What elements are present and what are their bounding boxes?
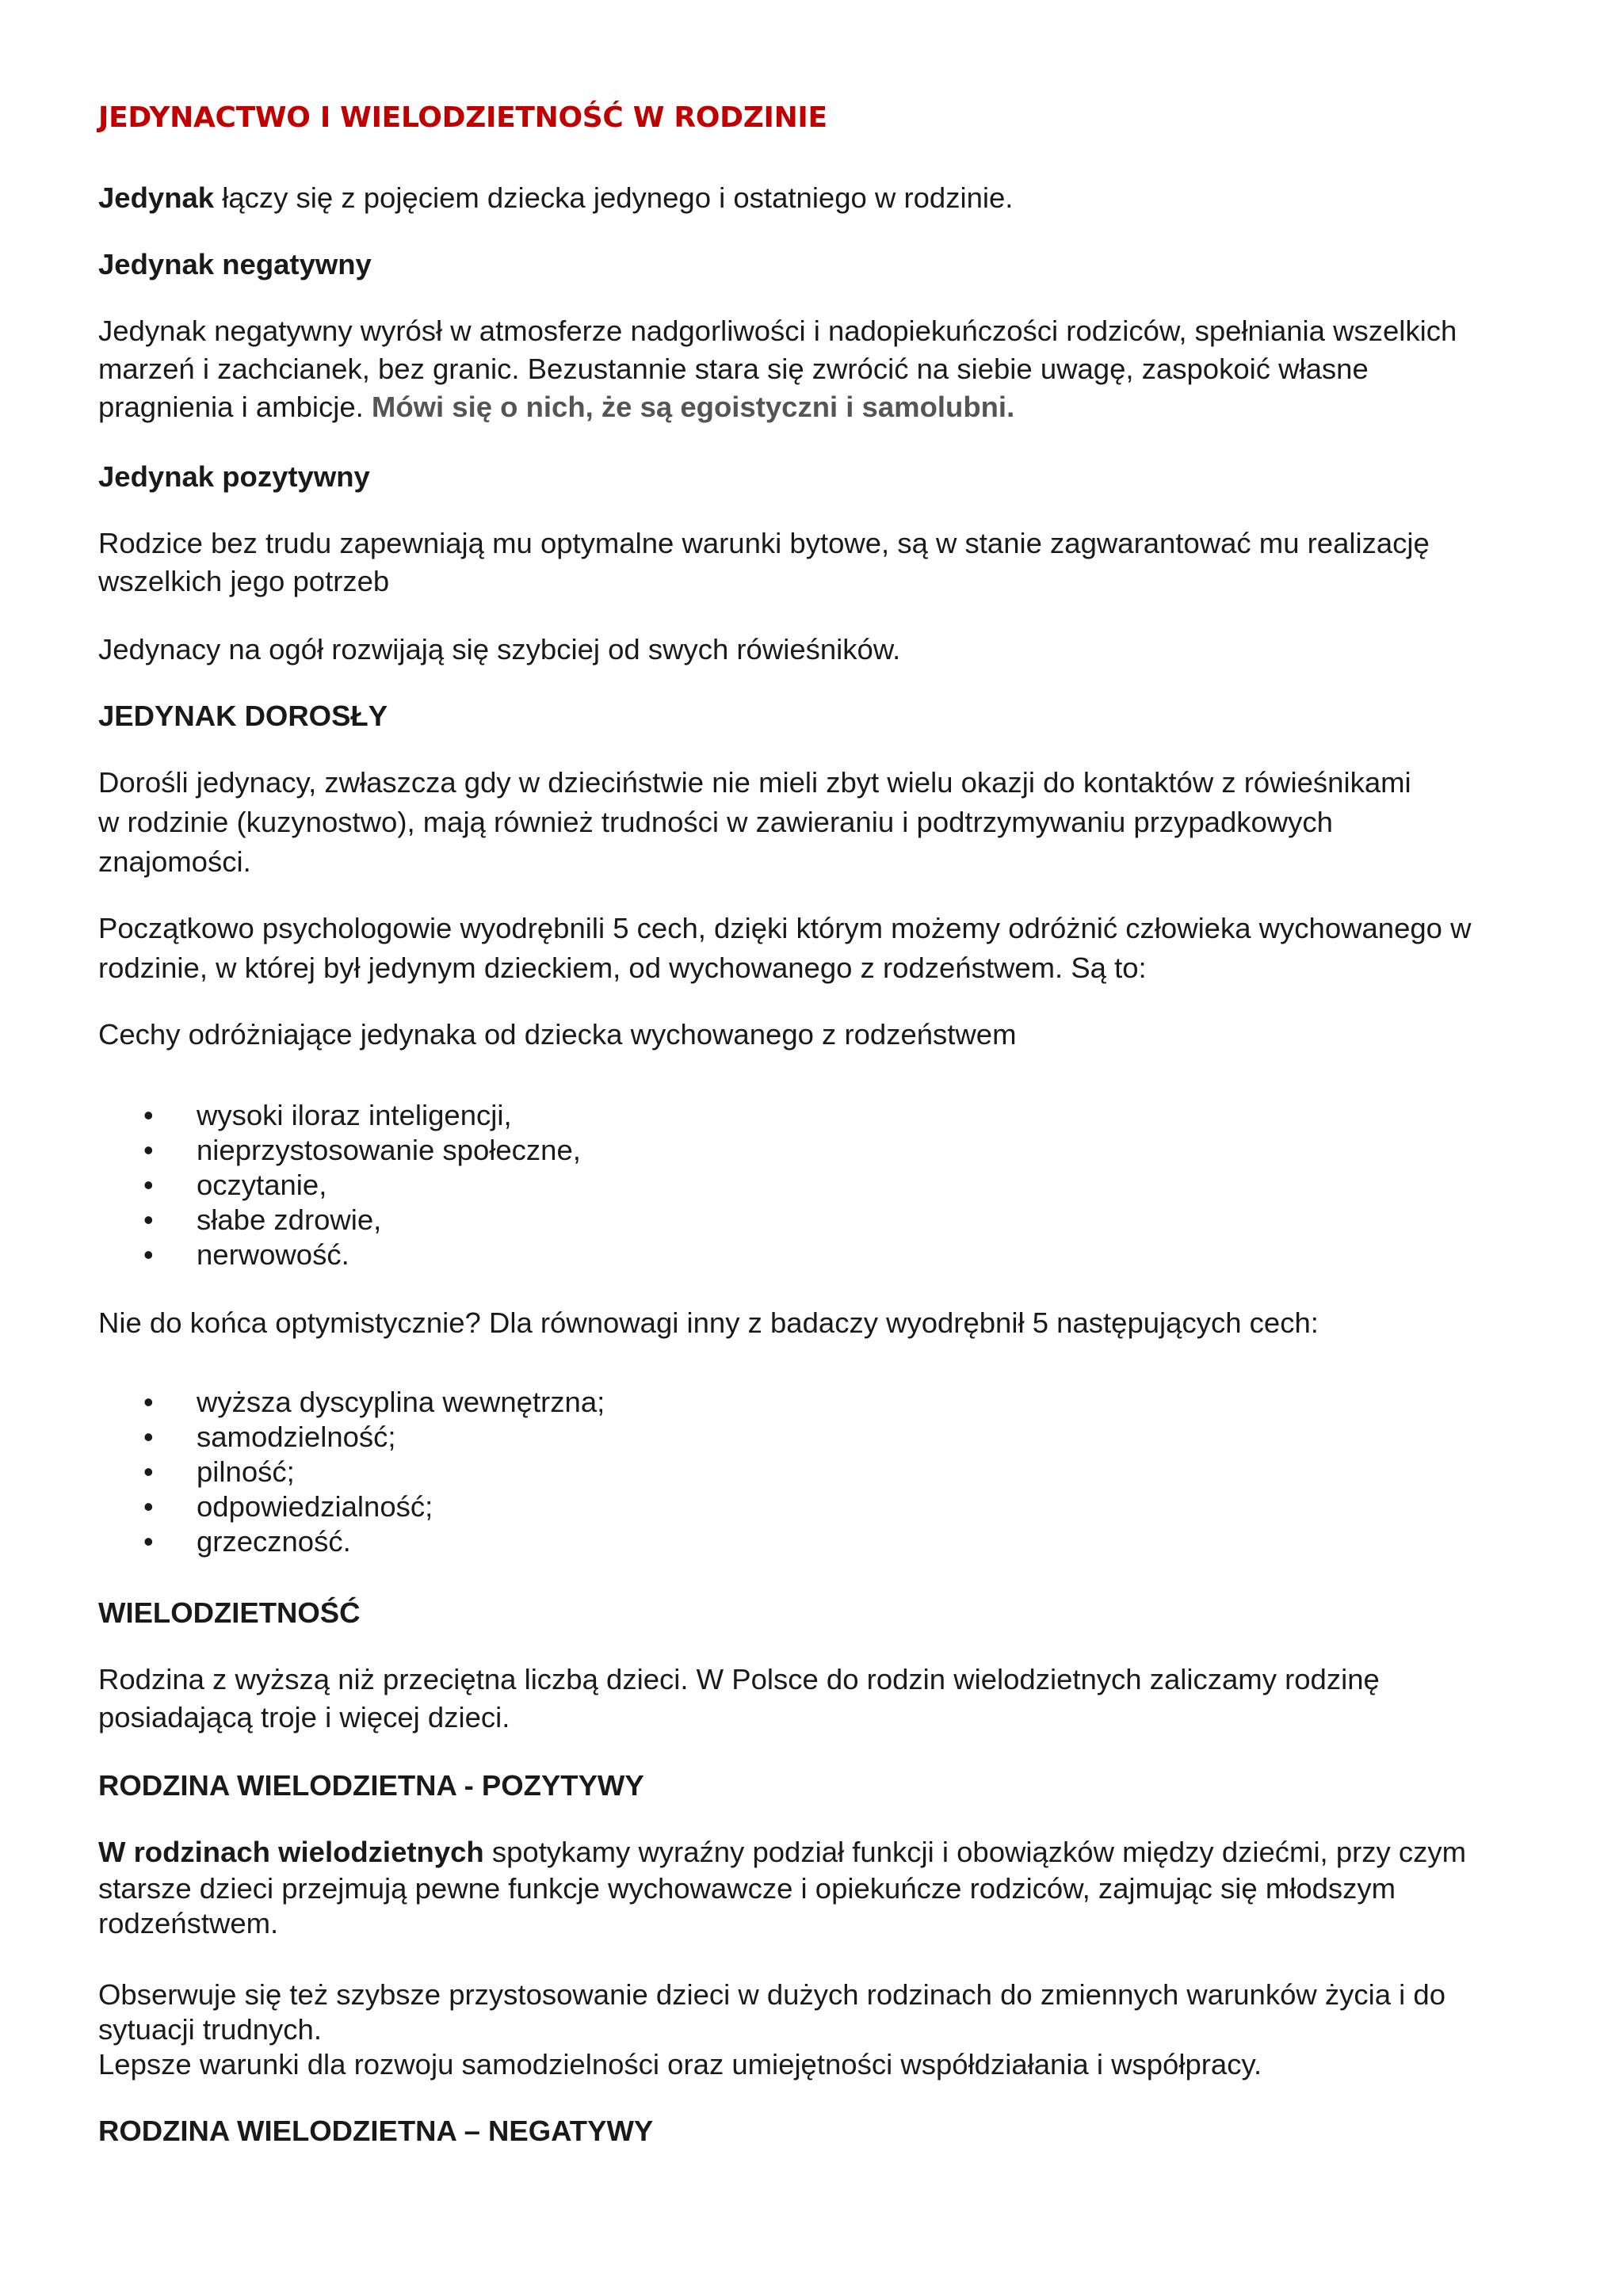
negative-line-1: Jedynak negatywny wyrósł w atmosferze nadgorliwości i nadopiekuńczości rodziców, spełniania wszelkich [98,315,1457,347]
adult-p1-line-1: Dorośli jedynacy, zwłaszcza gdy w dzieciństwie nie mieli zbyt wielu okazji do kontaktów z rówieśnikami [98,766,1411,799]
list-item: • nerwowość. [143,1238,349,1271]
pos-p1-line-2: starsze dzieci przejmują pewne funkcje wychowawcze i opiekuńcze rodziców, zajmując się młodszym [98,1872,1396,1905]
pos-p2-line-1: Obserwuje się też szybsze przystosowanie dzieci w dużych rodzinach do zmiennych warunków życia i do [98,1978,1446,2011]
pos-bold-term: W rodzinach wielodzietnych [98,1836,484,1868]
bullet-icon: • [143,1099,154,1131]
negative-line-3 [98,388,1014,426]
document-title: JEDYNACTWO I WIELODZIETNOŚĆ W RODZINIE [98,101,827,134]
heading-negative: Jedynak negatywny [98,248,372,280]
list-item: • nieprzystosowanie społeczne, [143,1134,581,1166]
large-family-line-2: posiadającą troje i więcej dzieci. [98,1701,510,1733]
heading-positive: Jedynak pozytywny [98,460,370,493]
traits-intro: Cechy odróżniające jedynaka od dziecka wychowanego z rodzeństwem [98,1018,1017,1051]
bullet-icon: • [143,1455,154,1488]
adult-p2-line-2: rodzinie, w której był jedynym dzieckiem, od wychowanego z rodzeństwem. Są to: [98,952,1147,984]
adult-p1-line-2: w rodzinie (kuzynostwo), mają również trudności w zawieraniu i podtrzymywaniu przypadkowych [98,806,1333,838]
list-item: • słabe zdrowie, [143,1203,382,1236]
adult-p2-line-1: Początkowo psychologowie wyodrębnili 5 cech, dzięki którym możemy odróżnić człowieka wychowanego w [98,912,1472,944]
intro-text: łączy się z pojęciem dziecka jedynego i ostatniego w rodzinie. [214,181,1014,214]
traits-list-2 [98,1385,605,1559]
list-item: • grzeczność. [143,1525,351,1558]
positive-line-3: Jedynacy na ogół rozwijają się szybciej od swych rówieśników. [98,633,901,666]
list-item: • pilność; [143,1455,295,1488]
bullet-icon: • [143,1203,154,1236]
bullet-icon: • [143,1490,154,1523]
pos-p2-line-2: sytuacji trudnych. [98,2013,322,2046]
pos-p1-line-1: W rodzinach wielodzietnych spotykamy wyraźny podział funkcji i obowiązków między dziećmi, przy czym [98,1836,1467,1868]
list-item: • oczytanie, [143,1169,327,1201]
bullet-icon: • [143,1386,154,1418]
negative-line-3-text: pragnienia i ambicje. [98,391,372,423]
pos-p2-line-3: Lepsze warunki dla rozwoju samodzielności oraz umiejętności współdziałania i współpracy. [98,2048,1262,2081]
pos-p1-line-3: rodzeństwem. [98,1907,279,1939]
list-item: • wyższa dyscyplina wewnętrzna; [143,1386,605,1418]
heading-adult-only-child: JEDYNAK DOROSŁY [98,700,388,732]
large-family-line-1: Rodzina z wyższą niż przeciętna liczbą dzieci. W Polsce do rodzin wielodzietnych zaliczamy rodzinę [98,1663,1380,1695]
negative-line-2: marzeń i zachcianek, bez granic. Bezustannie stara się zwrócić na siebie uwagę, zaspokoić własne [98,353,1369,385]
heading-large-family-positives: RODZINA WIELODZIETNA - POZYTYWY [98,1769,644,1802]
bullet-icon: • [143,1525,154,1558]
bullet-icon: • [143,1238,154,1271]
bullet-icon: • [143,1421,154,1453]
list-item: • wysoki iloraz inteligencji, [143,1099,512,1131]
traits-list-1 [98,1098,581,1272]
list-item: • samodzielność; [143,1421,396,1453]
adult-p1-line-3: znajomości. [98,845,251,878]
intro-bold-term: Jedynak [98,181,215,214]
positive-line-1: Rodzice bez trudu zapewniają mu optymalne warunki bytowe, są w stanie zagwarantować mu realizację [98,527,1430,559]
intro-paragraph [98,179,1013,217]
list-item: • odpowiedzialność; [143,1490,433,1523]
transition-paragraph: Nie do końca optymistycznie? Dla równowagi inny z badaczy wyodrębnił 5 następujących cech: [98,1306,1319,1339]
heading-large-family-negatives: RODZINA WIELODZIETNA – NEGATYWY [98,2115,654,2147]
positive-line-2: wszelkich jego potrzeb [98,565,390,597]
negative-emphasis: Mówi się o nich, że są egoistyczni i samolubni. [371,391,1015,423]
bullet-icon: • [143,1169,154,1201]
bullet-icon: • [143,1134,154,1166]
heading-large-family: WIELODZIETNOŚĆ [98,1596,361,1629]
